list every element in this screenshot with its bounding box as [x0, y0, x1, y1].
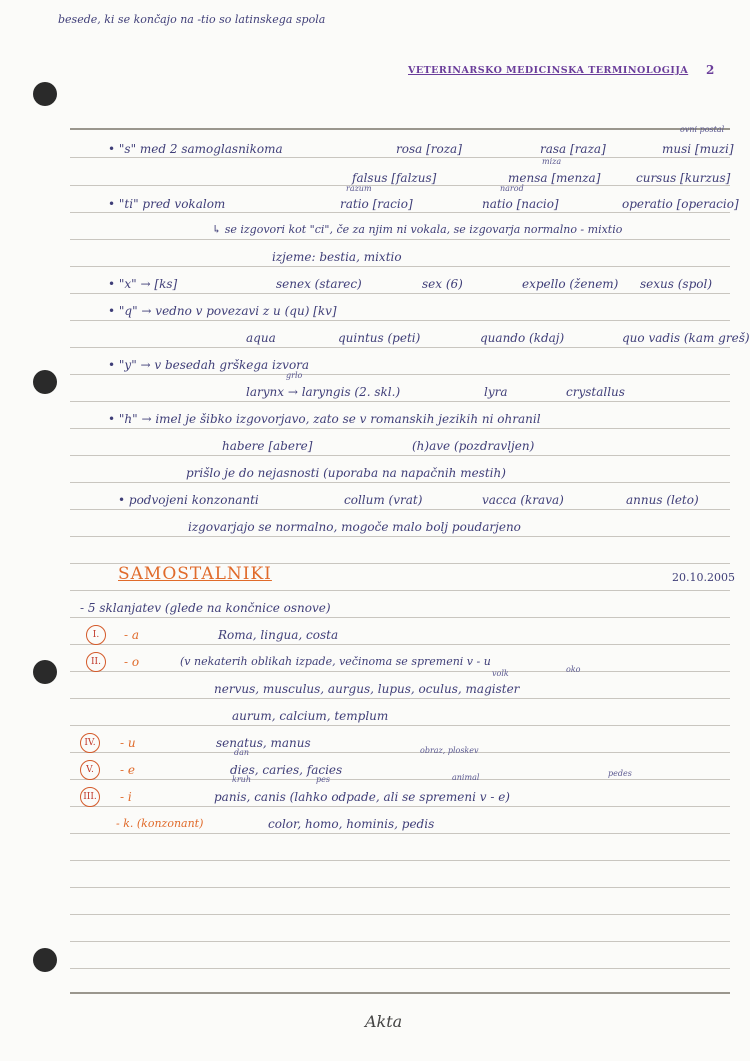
- example: musi [muzi]: [662, 142, 734, 156]
- ruled-line: [70, 887, 730, 888]
- ruled-line: [70, 833, 730, 834]
- ruled-line: [70, 320, 730, 321]
- example: vacca (krava): [482, 493, 564, 507]
- gloss: obraz, ploskev: [420, 746, 479, 755]
- gloss: ovni postal: [680, 125, 725, 134]
- ruled-line: [70, 157, 730, 158]
- ruled-line: [70, 914, 730, 915]
- ruled-line: [70, 185, 730, 186]
- rule-q: • "q" → vedno v povezavi z u (qu) [kv]: [108, 304, 337, 318]
- gloss: razum: [346, 184, 372, 193]
- example: lyra: [484, 385, 508, 399]
- example: sex (6): [422, 277, 463, 291]
- example: ratio [racio]: [340, 197, 413, 211]
- declension-badge: V.: [80, 760, 100, 780]
- ruled-line: [70, 992, 730, 994]
- declension-examples: color, homo, hominis, pedis: [268, 817, 435, 831]
- gloss: kruh: [232, 775, 251, 784]
- rule-s: • "s" med 2 samoglasnikoma: [108, 142, 283, 156]
- example: rosa [roza]: [396, 142, 462, 156]
- declension-ending: - u: [120, 736, 136, 750]
- declension-ending: - k. (konzonant): [116, 817, 204, 830]
- ruled-line: [70, 968, 730, 969]
- gloss: animal: [452, 773, 480, 782]
- declension-examples: Roma, lingua, costa: [218, 628, 339, 642]
- ruled-line: [70, 941, 730, 942]
- example: crystallus: [566, 385, 625, 399]
- section-date: 20.10.2005: [672, 571, 735, 584]
- ruled-line: [70, 725, 730, 726]
- example: larynx → laryngis (2. skl.): [246, 385, 401, 399]
- ruled-line: [70, 860, 730, 861]
- note: izgovarjajo se normalno, mogoče malo bolj poudarjeno: [188, 520, 521, 534]
- example: rasa [raza]: [540, 142, 606, 156]
- ruled-line: [70, 401, 730, 402]
- gloss: volk: [492, 669, 509, 678]
- ruled-line: [70, 428, 730, 429]
- gloss: narod: [500, 184, 524, 193]
- gloss: pes: [316, 775, 330, 784]
- example: (h)ave (pozdravljen): [412, 439, 535, 453]
- declension-ending: - o: [124, 655, 140, 669]
- declension-examples: dies, caries, facies: [230, 763, 343, 777]
- binder-hole: [33, 660, 57, 684]
- example: quo vadis (kam greš): [622, 331, 750, 345]
- ruled-line: [70, 644, 730, 645]
- example: operatio [operacio]: [622, 197, 739, 211]
- ruled-line: [70, 128, 730, 130]
- declension-ending: - e: [120, 763, 135, 777]
- rule-ti: • "ti" pred vokalom: [108, 197, 226, 211]
- rule-double: • podvojeni konzonanti: [118, 493, 259, 507]
- ruled-line: [70, 671, 730, 672]
- ruled-line: [70, 455, 730, 456]
- section-title: SAMOSTALNIKI: [118, 564, 272, 584]
- ruled-line: [70, 212, 730, 213]
- binder-hole: [33, 370, 57, 394]
- gloss: pedes: [608, 769, 632, 778]
- gloss: grlo: [286, 371, 303, 380]
- ruled-line: [70, 752, 730, 753]
- exceptions: izjeme: bestia, mixtio: [272, 250, 402, 264]
- rule-y: • "y" → v besedah grškega izvora: [108, 358, 310, 372]
- example: collum (vrat): [344, 493, 423, 507]
- example: sexus (spol): [640, 277, 712, 291]
- declension-examples: panis, canis (lahko odpade, ali se spremeni v - e): [214, 790, 510, 804]
- declension-badge: I.: [86, 625, 106, 645]
- rule-h: • "h" → imel je šibko izgovorjavo, zato se v romanskih jezikih ni ohranil: [108, 412, 541, 426]
- declension-badge: III.: [80, 787, 100, 807]
- ruled-line: [70, 806, 730, 807]
- example: natio [nacio]: [482, 197, 559, 211]
- declension-ending: - i: [120, 790, 132, 804]
- gloss: miza: [542, 157, 562, 166]
- gloss: oko: [566, 665, 581, 674]
- ruled-line: [70, 779, 730, 780]
- brand-logo: Akta: [365, 1012, 403, 1031]
- declension-examples: (v nekaterih oblikah izpade, večinoma se spremeni v - u: [180, 655, 491, 668]
- top-note: besede, ki se končajo na -tio so latinskega spola: [58, 13, 326, 26]
- declension-examples: nervus, musculus, aurgus, lupus, oculus, magister: [214, 682, 520, 696]
- declension-ending: - a: [124, 628, 140, 642]
- binder-hole: [33, 82, 57, 106]
- example: mensa [menza]: [508, 171, 601, 185]
- declension-badge: IV.: [80, 733, 100, 753]
- ruled-line: [70, 617, 730, 618]
- page-header: VETERINARSKO MEDICINSKA TERMINOLOGIJA: [408, 65, 689, 76]
- example: quando (kdaj): [480, 331, 565, 345]
- example: falsus [falzus]: [352, 171, 437, 185]
- rule-x: • "x" → [ks]: [108, 277, 178, 291]
- example: cursus [kurzus]: [636, 171, 731, 185]
- section-intro: - 5 sklanjatev (glede na končnice osnove): [80, 601, 331, 615]
- example: aqua: [246, 331, 276, 345]
- declension-examples: senatus, manus: [216, 736, 311, 750]
- declension-examples: aurum, calcium, templum: [232, 709, 389, 723]
- example: expello (ženem): [522, 277, 619, 291]
- ruled-line: [70, 239, 730, 240]
- ruled-line: [70, 482, 730, 483]
- note: prišlo je do nejasnosti (uporaba na napačnih mestih): [186, 466, 506, 480]
- ruled-line: [70, 293, 730, 294]
- page-number: 2: [706, 63, 715, 77]
- binder-hole: [33, 948, 57, 972]
- ruled-line: [70, 698, 730, 699]
- ruled-line: [70, 509, 730, 510]
- example: habere [abere]: [222, 439, 313, 453]
- example: senex (starec): [276, 277, 362, 291]
- declension-badge: II.: [86, 652, 106, 672]
- example: annus (leto): [626, 493, 699, 507]
- ruled-line: [70, 347, 730, 348]
- ruled-line: [70, 536, 730, 537]
- ruled-line: [70, 266, 730, 267]
- ruled-line: [70, 374, 730, 375]
- example: quintus (peti): [338, 331, 421, 345]
- gloss: dan: [234, 748, 250, 757]
- ruled-line: [70, 590, 730, 591]
- note: ↳ se izgovori kot "ci", če za njim ni vokala, se izgovarja normalno - mixtio: [212, 223, 623, 236]
